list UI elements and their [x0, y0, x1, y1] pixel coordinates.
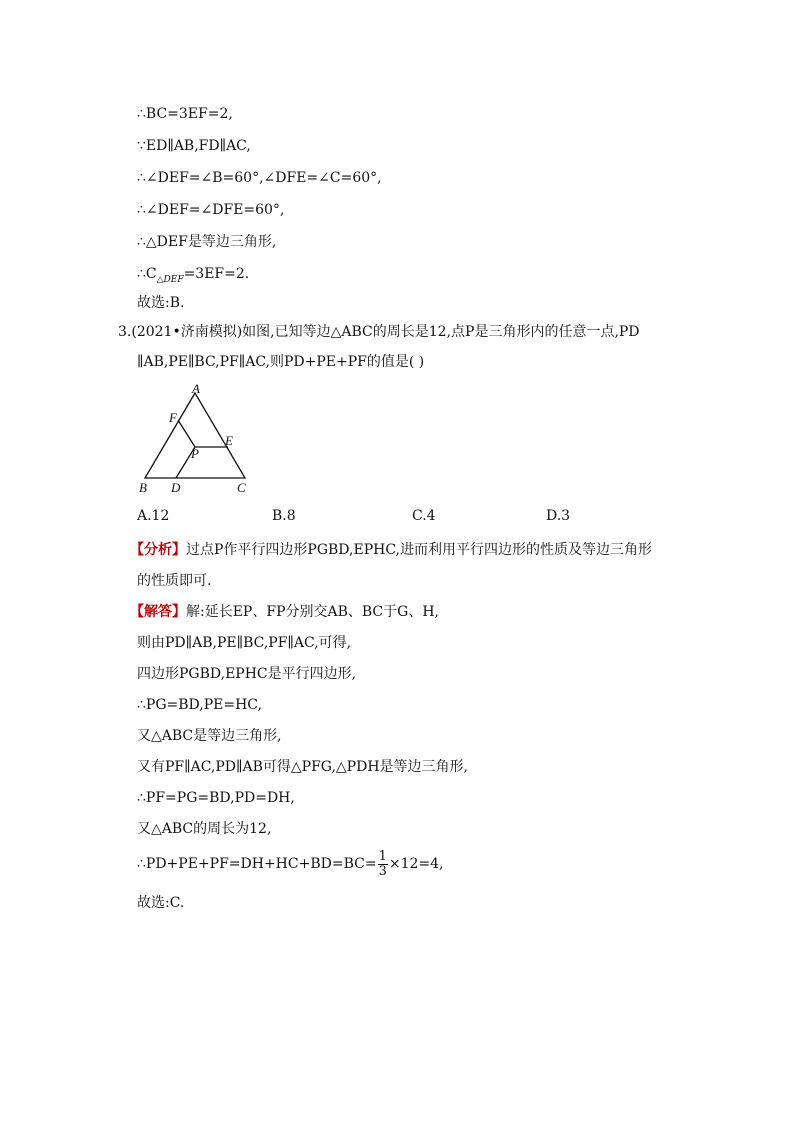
formula-left: ∴PD+PE+PF=DH+HC+BD=BC= [137, 856, 377, 872]
label-f: F [169, 410, 177, 425]
text-line: ∴∠DEF=∠DFE=60°, [137, 202, 285, 218]
subscript: △DEF [156, 275, 184, 285]
text-line: ∴△DEF是等边三角形, [137, 234, 277, 250]
option-a: A.12 [137, 508, 170, 524]
analysis-tag: 【分析】 [130, 542, 186, 558]
text-fragment: ∴C [137, 266, 157, 282]
question-stem: 3.(2021•济南模拟)如图,已知等边△ABC的周长是12,点P是三角形内的任意一点,PD [118, 324, 640, 340]
label-d: D [171, 480, 181, 495]
label-c: C [237, 480, 246, 495]
solution-line: 四边形PGBD,EPHC是平行四边形, [137, 666, 357, 682]
question-stem: ∥AB,PE∥BC,PF∥AC,则PD+PE+PF的值是( ) [137, 354, 425, 370]
analysis-text: 过点P作平行四边形PGBD,EPHC,进而利用平行四边形的性质及等边三角形 [186, 542, 652, 558]
text-line: ∴BC=3EF=2, [137, 106, 233, 122]
triangle-figure [130, 378, 260, 503]
text-fragment: =3EF=2. [183, 266, 250, 282]
solution-line [137, 848, 444, 880]
option-d: D.3 [546, 508, 571, 524]
solution-line: 故选:C. [137, 895, 185, 911]
answer-text: 解:延长EP、FP分别交AB、BC于G、H, [186, 604, 439, 620]
answer-line [130, 602, 439, 622]
option-c: C.4 [412, 508, 436, 524]
segment-fp [178, 420, 195, 447]
label-p: P [191, 446, 199, 461]
option-b: B.8 [272, 508, 296, 524]
label-b: B [139, 480, 147, 495]
solution-line: 又有PF∥AC,PD∥AB可得△PFG,△PDH是等边三角形, [137, 759, 468, 775]
fraction-denominator: 3 [378, 863, 387, 879]
solution-line: ∴PF=PG=BD,PD=DH, [137, 790, 295, 806]
analysis-line [130, 540, 652, 560]
fraction-one-third [378, 850, 388, 879]
fraction-numerator: 1 [378, 848, 387, 864]
label-e: E [225, 433, 233, 448]
solution-line: 则由PD∥AB,PE∥BC,PF∥AC,可得, [137, 635, 352, 651]
solution-line: 又△ABC是等边三角形, [137, 728, 282, 744]
label-a: A [192, 381, 200, 396]
formula-right: ×12=4, [388, 856, 444, 872]
text-line: ∵ED∥AB,FD∥AC, [137, 138, 251, 154]
solution-line: 又△ABC的周长为12, [137, 821, 272, 837]
solution-line: ∴PG=BD,PE=HC, [137, 697, 262, 713]
answer-tag: 【解答】 [130, 604, 186, 620]
text-line: 故选:B. [137, 295, 185, 311]
text-line: ∴∠DEF=∠B=60°,∠DFE=∠C=60°, [137, 170, 382, 186]
analysis-line: 的性质即可. [137, 573, 212, 589]
text-line [137, 264, 249, 290]
